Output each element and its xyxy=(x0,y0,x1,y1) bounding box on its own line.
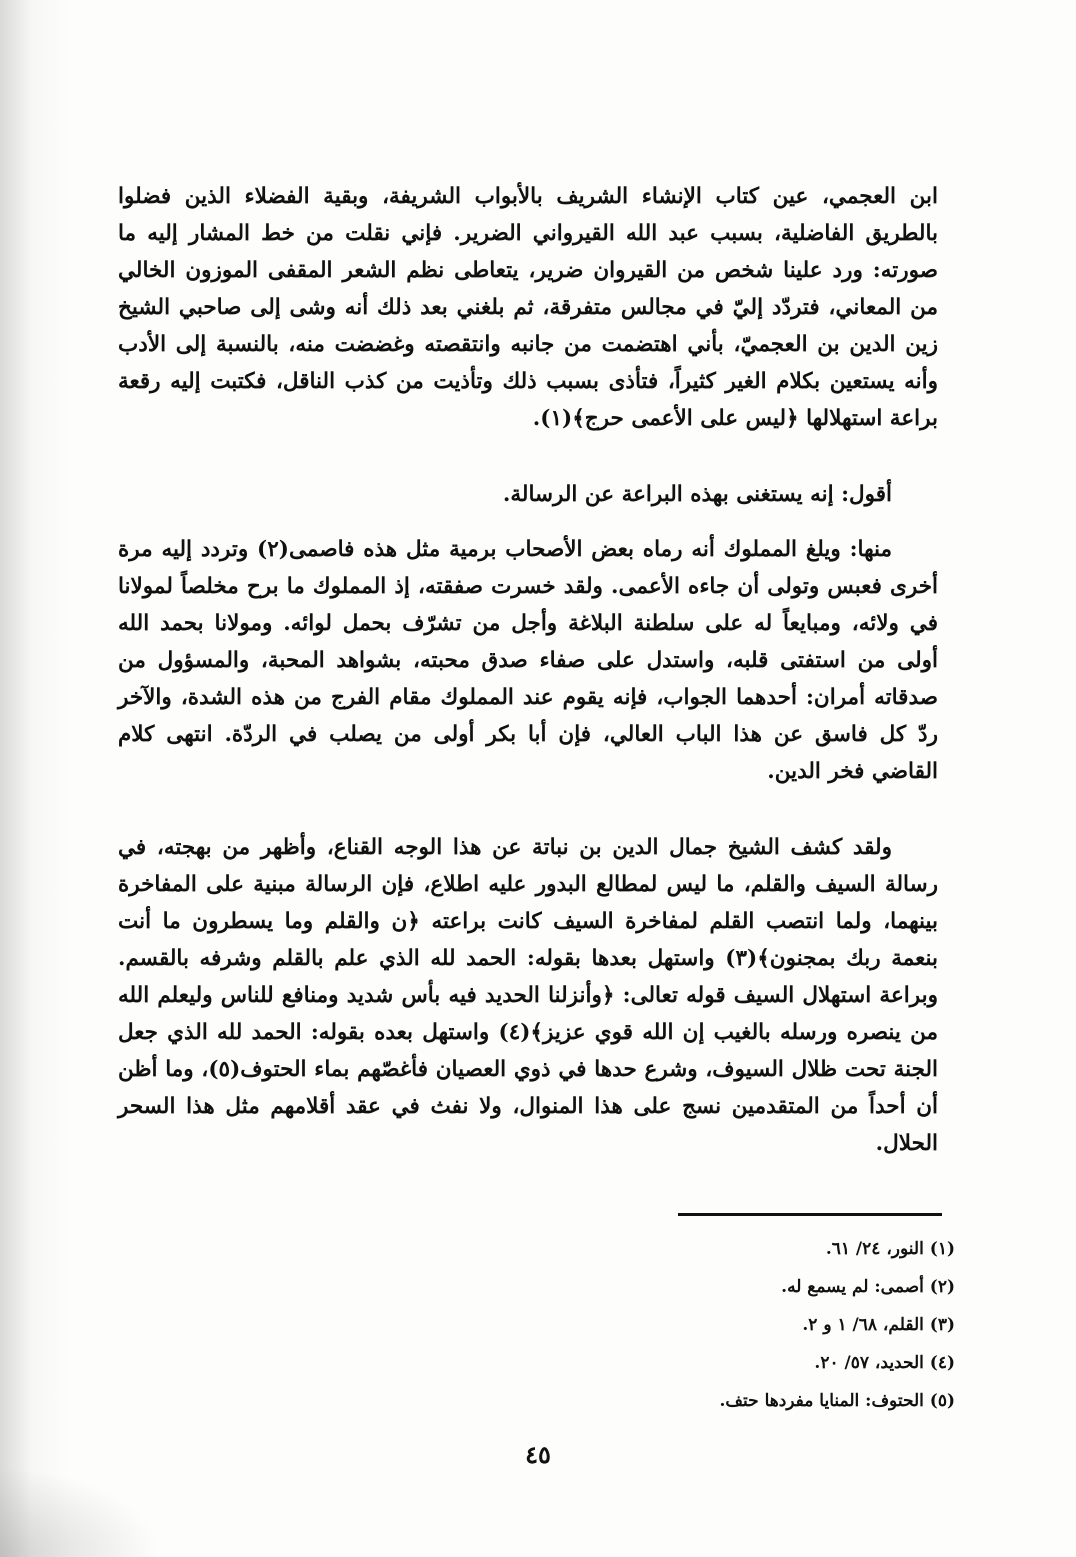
paragraph-3: منها: ويلغ المملوك أنه رماه بعض الأصحاب برمية مثل هذه فاصمى(٢) وتردد إليه مرة أخرى فعبس وتولى أن جاءه الأعمى. ولقد خسرت صفقته، إذ المملوك ما برح مخلصاً لمولانا في ولائه، ومبايعاً له على سلطنة البلاغة وأجل من تشرّف بحمل لوائه. ومولانا بحمد الله أولى من استفتى قلبه، واستدل على صفاء صدق محبته، بشواهد المحبة، والمسؤول من صدقاته أمران: أحدهما الجواب، فإنه يقوم عند المملوك مقام الفرج من هذه الشدة، والآخر ردّ كل فاسق عن هذا الباب العالي، فإن أبا بكر أولى من يصلب في الردّة. انتهى كلام القاضي فخر الدين. xyxy=(118,537,938,784)
footnote-3: (٣) القلم، ٦٨/ ١ و ٢. xyxy=(802,1315,955,1335)
footnote-5: (٥) الحتوف: المنايا مفردها حتف. xyxy=(719,1391,955,1411)
paragraph-2: أقول: إنه يستغنى بهذه البراعة عن الرسالة. xyxy=(502,482,892,507)
footnotes xyxy=(560,1230,955,1420)
scan-shadow-left xyxy=(0,0,70,1557)
paragraph-4: ولقد كشف الشيخ جمال الدين بن نباتة عن هذا الوجه القناع، وأظهر من بهجته، في رسالة السيف والقلم، ما ليس لمطالع البدور عليه اطلاع، فإن الرسالة مبنية على المفاخرة بينهما، ولما انتصب القلم لمفاخرة السيف كانت براعته ﴿ن والقلم وما يسطرون ما أنت بنعمة ربك بمجنون﴾(٣) واستهل بعدها بقوله: الحمد لله الذي علم بالقلم وشرفه بالقسم. وبراعة استهلال السيف قوله تعالى: ﴿وأنزلنا الحديد فيه بأس شديد ومنافع للناس وليعلم الله من ينصره ورسله بالغيب إن الله قوي عزيز﴾(٤) واستهل بعده بقوله: الحمد لله الذي جعل الجنة تحت ظلال السيوف، وشرع حدها في ذوي العصيان فأغصّهم بماء الحتوف(٥)، وما أظن أن أحداً من المتقدمين نسج على هذا المنوال، ولا نفث في عقد أقلامهم مثل هذا السحر الحلال. xyxy=(118,835,939,1156)
footnote-separator xyxy=(678,1213,942,1216)
scan-shadow-bottom xyxy=(0,1467,160,1557)
footnote-1: (١) النور، ٢٤/ ٦١. xyxy=(825,1239,955,1259)
page-number: ٤٥ xyxy=(525,1440,551,1469)
footnote-4: (٤) الحديد، ٥٧/ ٢٠. xyxy=(814,1353,955,1373)
footnote-2: (٢) أصمى: لم يسمع له. xyxy=(781,1277,955,1297)
paragraph-1: ابن العجمي، عين كتاب الإنشاء الشريف بالأبواب الشريفة، وبقية الفضلاء الذين فضلوا بالطريق الفاضلية، بسبب عبد الله القيرواني الضرير. فإني نقلت من خط المشار إليه ما صورته: ورد علينا شخص من القيروان ضرير، يتعاطى نظم الشعر المقفى الموزون الخالي من المعاني، فتردّد إليّ في مجالس متفرقة، ثم بلغني بعد ذلك أنه وشى إلى صاحبي الشيخ زين الدين بن العجميّ، بأني اهتضمت من جانبه وانتقصته وغضضت منه، بالنسبة إلى الأدب وأنه يستعين بكلام الغير كثيراً، فتأذى بسبب ذلك وتأذيت من كذب الناقل، فكتبت إليه رقعة براعة استهلالها ﴿ليس على الأعمى حرج﴾(١). xyxy=(118,184,938,431)
